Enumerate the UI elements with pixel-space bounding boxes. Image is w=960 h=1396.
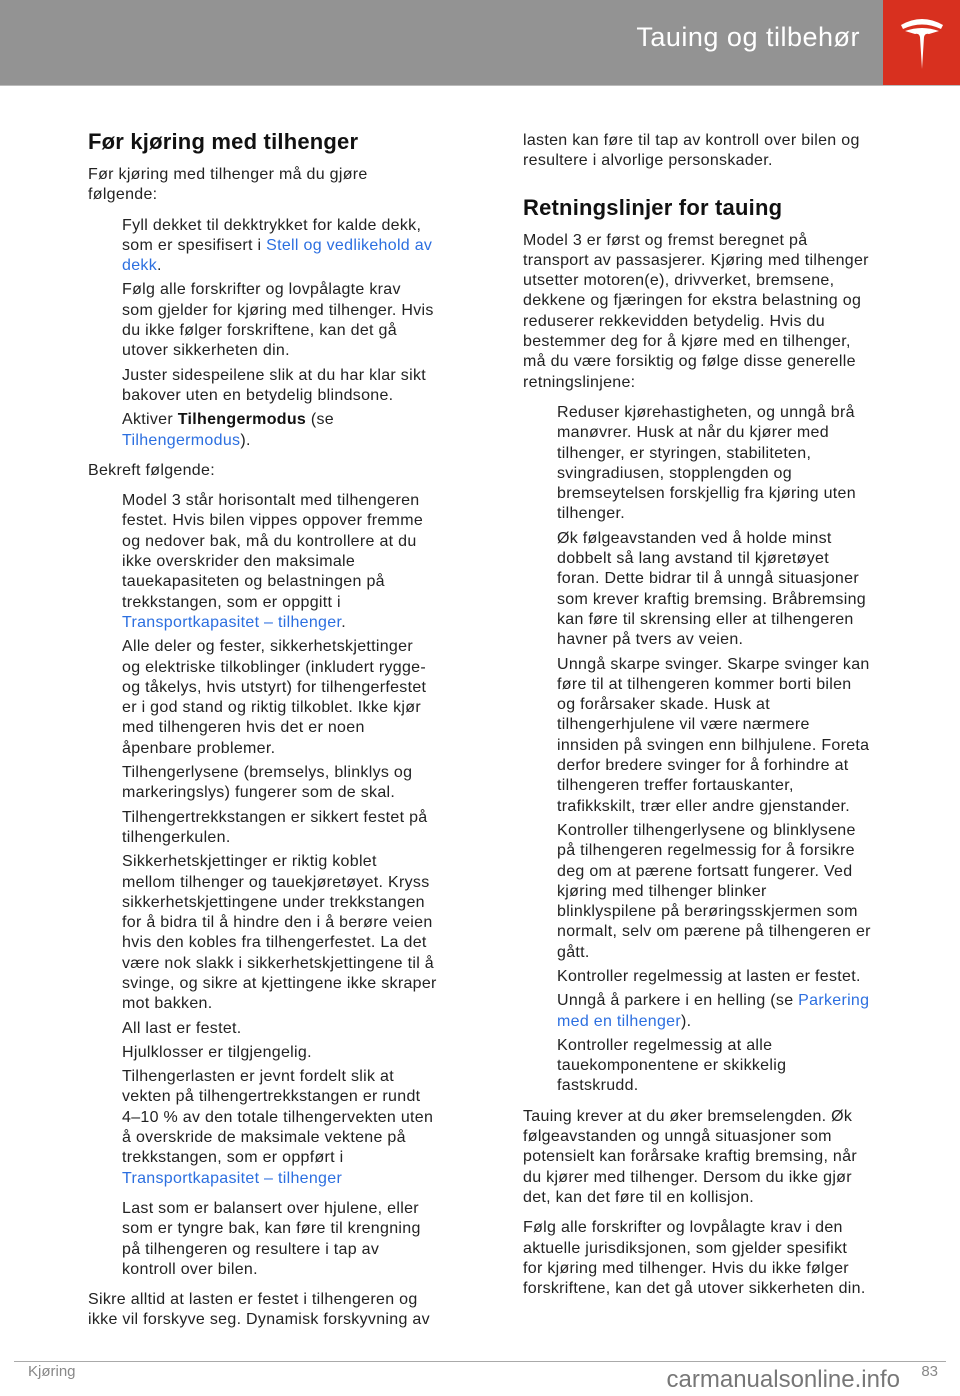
list-item: [557, 1036, 943, 1097]
paragraph: [523, 131, 943, 172]
bold-term: Tilhengermodus: [177, 411, 307, 429]
text: Unngå skarpe svinger. Skarpe svinger kan føre til at tilhengeren kommer borti bilen og forårsaker skade. Husk at tilhengerhjulene vil være nærmere innsiden på svingen enn bilhjulene. Foreta derfor bredere svinger for å forhindre at tilhengeren treffer fortauskanter, trafikkskilt, trær eller andre gjenstander.: [557, 655, 870, 815]
text: (se: [310, 411, 334, 429]
right-column: [523, 131, 943, 1309]
text: Tilhengerlasten er jevnt fordelt slik at vekten på tilhengertrekkstangen er rundt 4–10 % av den totale tilhengervekten uten å overskride de maksimale vektene på trekkstangen, som er oppført i: [122, 1068, 434, 1167]
text: Fyll dekket til dekktrykket for kalde dekk, som er spesifisert i: [122, 216, 422, 254]
text: All last er festet.: [122, 1019, 242, 1037]
footer-divider: [14, 1361, 946, 1362]
paragraph: [88, 165, 508, 206]
section-heading: Før kjøring med tilhenger: [88, 129, 359, 154]
list-item: [122, 280, 508, 361]
page-header: [0, 0, 960, 86]
text: Reduser kjørehastigheten, og unngå brå manøvrer. Husk at når du kjører med tilhenger, er styringen, stabiliteten, svingradiusen, stopplengden og bremseytelsen forskjellig fra kjøring uten tilhenger.: [557, 403, 856, 523]
list-item: [122, 763, 508, 804]
left-column: [88, 128, 508, 1341]
text: Sikkerhetskjettinger er riktig koblet mellom tilhenger og tauekjøretøyet. Kryss sikkerhetskjettingene under trekkstangen for å bidra til å hindre den i å berøre veien hvis den kobles fra tilhengerfestet. La det være nok slakk i sikkerhetskjettingene til å svinge, og sikre at kjettingene ikke skraper mot bakken.: [122, 853, 437, 1013]
paragraph: [88, 461, 508, 481]
text: Følg alle forskrifter og lovpålagte krav som gjelder for kjøring med tilhenger. Hvis du ikke følger forskriftene, kan det gå utover sikkerheten din.: [122, 281, 434, 360]
list-item: [122, 491, 508, 633]
list-item: [557, 529, 943, 651]
list-item: [557, 991, 943, 1032]
cross-reference-link[interactable]: Parkering med en tilhenger: [557, 992, 870, 1030]
list-item: [557, 821, 943, 963]
list-item: [557, 403, 943, 525]
note-paragraph: [122, 1199, 508, 1280]
paragraph: [523, 1218, 943, 1299]
list-item: [557, 655, 943, 817]
text: Model 3 står horisontalt med tilhengeren festet. Hvis bilen vippes oppover fremme og nedover bak, må du kontrollere at du ikke overskrider den maksimale tauekapasiteten og belastningen på trekkstangen, som er oppgitt i: [122, 492, 424, 611]
cross-reference-link[interactable]: Tilhengermodus: [122, 431, 241, 449]
text: Kontroller regelmessig at lasten er festet.: [557, 967, 861, 985]
list-item: [122, 637, 508, 759]
footer-section: Kjøring: [28, 1363, 76, 1380]
text: Last som er balansert over hjulene, eller som er tyngre bak, kan føre til krengning på tilhengeren og resultere i tap av kontroll over bilen.: [122, 1199, 421, 1278]
watermark: carmanualsonline.info: [666, 1366, 900, 1393]
paragraph: [523, 231, 943, 393]
cross-reference-link[interactable]: Transportkapasitet – tilhenger: [122, 613, 342, 631]
section-heading: Retningslinjer for tauing: [523, 194, 783, 220]
list-item: [122, 216, 508, 277]
cross-reference-link[interactable]: Transportkapasitet – tilhenger: [122, 1169, 343, 1187]
spacer: [523, 182, 943, 194]
text: Aktiver: [122, 411, 178, 429]
text: Sikre alltid at lasten er festet i tilhengeren og ikke vil forskyve seg. Dynamisk forskyvning av: [88, 1291, 430, 1329]
text: lasten kan føre til tap av kontroll over bilen og resultere i alvorlige personskader.: [523, 132, 860, 170]
list-item: [122, 1067, 508, 1189]
text: Følg alle forskrifter og lovpålagte krav i den aktuelle jurisdiksjonen, som gjelder spesifikt for kjøring med tilhenger. Hvis du ikke følger forskriftene, kan det gå utover sikkerheten din.: [523, 1219, 866, 1298]
text: Kontroller regelmessig at alle tauekomponentene er skikkelig fastskrudd.: [557, 1036, 787, 1095]
list-item: [122, 366, 508, 407]
text: Tauing krever at du øker bremselengden. Øk følgeavstanden og unngå situasjoner som potensielt kan forårsake kraftig bremsing, når du kjører med tilhenger. Dersom du ikke gjør det, kan det føre til en kollisjon.: [523, 1107, 857, 1206]
text: .: [157, 257, 162, 275]
paragraph: [523, 1107, 943, 1208]
text: ).: [681, 1012, 692, 1030]
tesla-logo-icon: [883, 0, 960, 85]
text: ).: [240, 431, 251, 449]
list-item: [122, 852, 508, 1014]
text: Kontroller tilhengerlysene og blinklysene på tilhengeren regelmessig for å forsikre deg om at pærene fortsatt fungerer. Ved kjøring med tilhenger blinker blinklyspilene på berøringsskjermen som normalt, selv om pærene på tilhengeren er gått.: [557, 821, 871, 961]
text: Tilhengerlysene (bremselys, blinklys og markeringslys) fungerer som de skal.: [122, 764, 413, 802]
chapter-title: Tauing og tilbehør: [636, 22, 860, 52]
cross-reference-link[interactable]: Stell og vedlikehold av dekk: [122, 236, 433, 275]
list-item: [122, 808, 508, 849]
text: Tilhengertrekkstangen er sikkert festet på tilhengerkulen.: [122, 808, 428, 846]
list-item: [122, 1019, 508, 1039]
text: Hjulklosser er tilgjengelig.: [122, 1043, 312, 1061]
list-item: [122, 1043, 508, 1063]
list-item: [122, 410, 508, 451]
text: Alle deler og fester, sikkerhetskjettinger og elektriske tilkoblinger (inkludert rygge- og tåkelys, hvis utstyrt) for tilhengerfestet er i god stand og riktig tilkoblet. Ikke kjør med tilhengeren hvis det er noen åpenbare problemer.: [122, 638, 427, 757]
text: .: [341, 613, 346, 631]
text: Juster sidespeilene slik at du har klar sikt bakover uten en betydelig blindsone.: [122, 366, 426, 404]
text: Før kjøring med tilhenger må du gjøre følgende:: [88, 166, 368, 204]
text: Model 3 er først og fremst beregnet på transport av passasjerer. Kjøring med tilhenger utsetter motoren(e), drivverket, bremsene, dekkene og fjæringen for ekstra belastning og reduserer rekkevidden betydelig. Hvis du bestemmer deg for å kjøre med en tilhenger, må du være forsiktig og følge disse generelle retningslinjene:: [523, 231, 869, 391]
list-item: [557, 967, 943, 987]
page-number: 83: [921, 1363, 938, 1380]
paragraph: [88, 1290, 508, 1331]
text: Øk følgeavstanden ved å holde minst dobbelt så lang avstand til kjøretøyet foran. Dette bidrar til å unngå situasjoner som krever kraftig bremsing. Bråbremsing kan føre til skrensing eller at tilhengeren havner på tvers av veien.: [557, 529, 866, 649]
text: Bekreft følgende:: [88, 461, 215, 479]
text: Unngå å parkere i en helling (se: [557, 992, 799, 1010]
